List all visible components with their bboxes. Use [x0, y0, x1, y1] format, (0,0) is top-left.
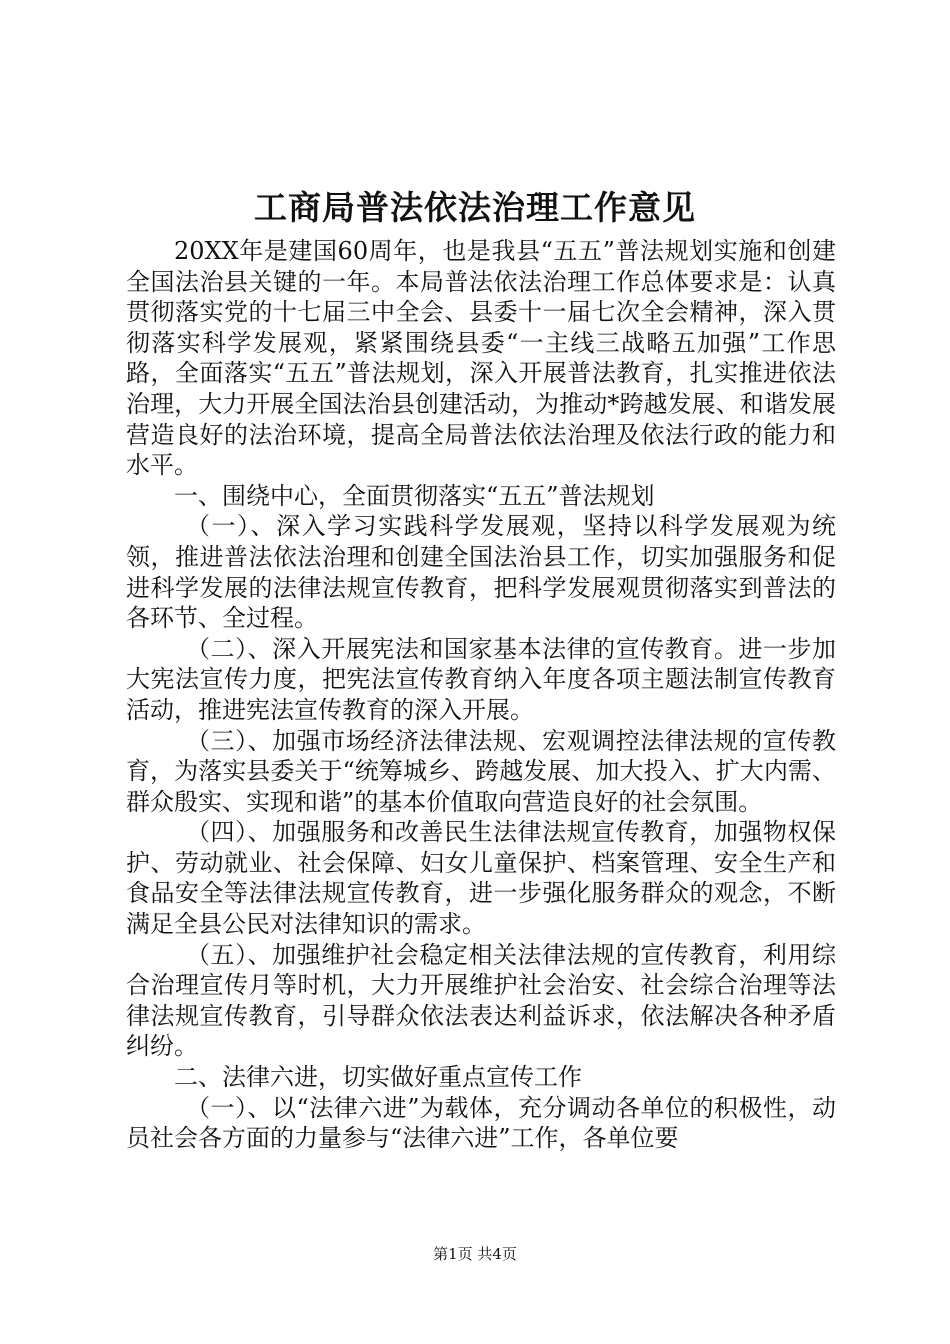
paragraph-intro: 20XX年是建国60周年，也是我县“五五”普法规划实施和创建全国法治县关键的一年。本局普法依法治理工作总体要求是：认真贯彻落实党的十七届三中全会、县委十一届七次全会精神，深入贯彻落实科学发展观，紧紧围绕县委“一主线三战略五加强”工作思路，全面落实“五五”普法规划，深入开展普法教育，扎实推进依法治理，大力开展全国法治县创建活动，为推动*跨越发展、和谐发展营造良好的法治环境，提高全局普法依法治理及依法行政的能力和水平。	[126, 237, 836, 480]
paragraph-1-5: （五）、加强维护社会稳定相关法律法规的宣传教育，利用综合治理宣传月等时机，大力开展维护社会治安、社会综合治理等法律法规宣传教育，引导群众依法表达利益诉求，依法解决各种矛盾纠纷。	[126, 940, 836, 1061]
paragraph-1-3: （三）、加强市场经济法律法规、宏观调控法律法规的宣传教育，为落实县委关于“统筹城乡、跨越发展、加大投入、扩大内需、群众殷实、实现和谐”的基本价值取向营造良好的社会氛围。	[126, 726, 836, 816]
document-title: 工商局普法依法治理工作意见	[254, 188, 696, 227]
document-body	[126, 236, 836, 1154]
paragraph-1-2: （二）、深入开展宪法和国家基本法律的宣传教育。进一步加大宪法宣传力度，把宪法宣传教育纳入年度各项主题法制宣传教育活动，推进宪法宣传教育的深入开展。	[126, 634, 836, 724]
paragraph-1-4: （四）、加强服务和改善民生法律法规宣传教育，加强物权保护、劳动就业、社会保障、妇女儿童保护、档案管理、安全生产和食品安全等法律法规宣传教育，进一步强化服务群众的观念，不断满足全县公民对法律知识的需求。	[126, 818, 836, 939]
section-heading-2: 二、法律六进，切实做好重点宣传工作	[174, 1063, 582, 1092]
paragraph-1-1: （一）、深入学习实践科学发展观，坚持以科学发展观为统领，推进普法依法治理和创建全国法治县工作，切实加强服务和促进科学发展的法律法规宣传教育，把科学发展观贯彻落实到普法的各环节、全过程。	[126, 512, 836, 633]
paragraph-2-1: （一）、以“法律六进”为载体，充分调动各单位的积极性，动员社会各方面的力量参与“法律六进”工作，各单位要	[126, 1093, 836, 1153]
page-number-footer: 第1页 共4页	[433, 1245, 517, 1263]
section-heading-1: 一、围绕中心，全面贯彻落实“五五”普法规划	[174, 481, 655, 510]
